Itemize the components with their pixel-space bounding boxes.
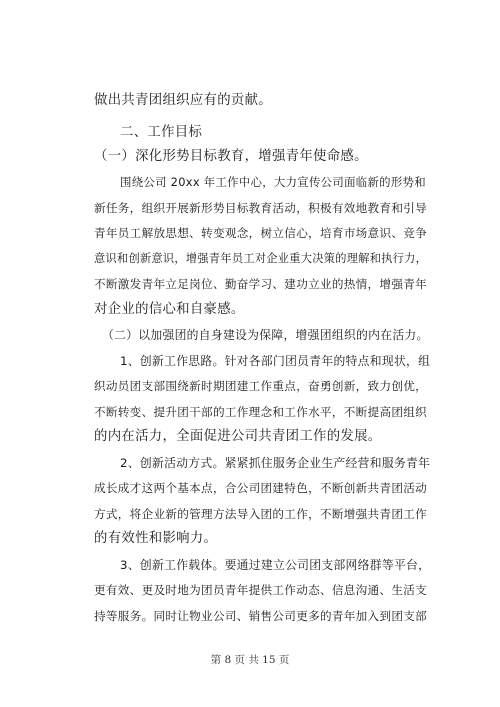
text-line-9: 对企业的信心和自豪感。: [94, 302, 245, 317]
text-line-5: 新任务，组织开展新形势目标教育活动，积极有效地教育和引导: [94, 201, 428, 215]
text-line-7: 意识和创新意识，增强青年员工对企业重大决策的理解和执行力，: [94, 252, 428, 265]
page-number-footer: 第 8 页 共 15 页: [210, 654, 290, 666]
text-line-12: 织动员团支部围绕新时期团建工作重点，奋勇创新，致力创优，: [94, 379, 428, 393]
text-line-20: 更有效、更及时地为团员青年提供工作动态、信息沟通、生活支: [94, 583, 428, 597]
section-heading-work-goals: 二、工作目标: [120, 125, 203, 140]
text-line-11: 1、创新工作思路。针对各部门团员青年的特点和现状，组: [120, 354, 431, 368]
subsection-heading-2: （二）以加强团的自身建设为保障，增强团组织的内在活力。: [102, 328, 429, 342]
text-line-15: 2、创新活动方式。紧紧抓住服务企业生产经营和服务青年: [120, 456, 431, 470]
text-line-21: 持等服务。同时让物业公司、销售公司更多的青年加入到团支部: [94, 609, 428, 623]
text-line-18: 的有效性和影响力。: [94, 531, 218, 546]
text-line-13: 不断转变、提升团干部的工作理念和工作水平，不断提高团组织: [94, 405, 428, 419]
subsection-heading-1: （一）深化形势目标教育，增强青年使命感。: [94, 149, 368, 164]
text-line-14: 的内在活力，全面促进公司共青团工作的发展。: [94, 429, 382, 444]
text-line-19: 3、创新工作载体。要通过建立公司团支部网络群等平台，: [120, 558, 431, 572]
text-line-1: 做出共青团组织应有的贡献。: [94, 93, 272, 108]
text-line-16: 成长成才这两个基本点，合公司团建特色，不断创新共青团活动: [94, 481, 428, 495]
text-line-8: 不断激发青年立足岗位、勤奋学习、建功立业的热情，增强青年: [94, 277, 428, 291]
text-line-17: 方式，将企业新的管理方法导入团的工作，不断增强共青团工作: [94, 507, 428, 521]
text-line-4: 围绕公司 20xx 年工作中心，大力宣传公司面临新的形势和: [120, 175, 426, 189]
text-line-6: 青年员工解放思想、转变观念，树立信心，培育市场意识、竞争: [94, 226, 428, 240]
